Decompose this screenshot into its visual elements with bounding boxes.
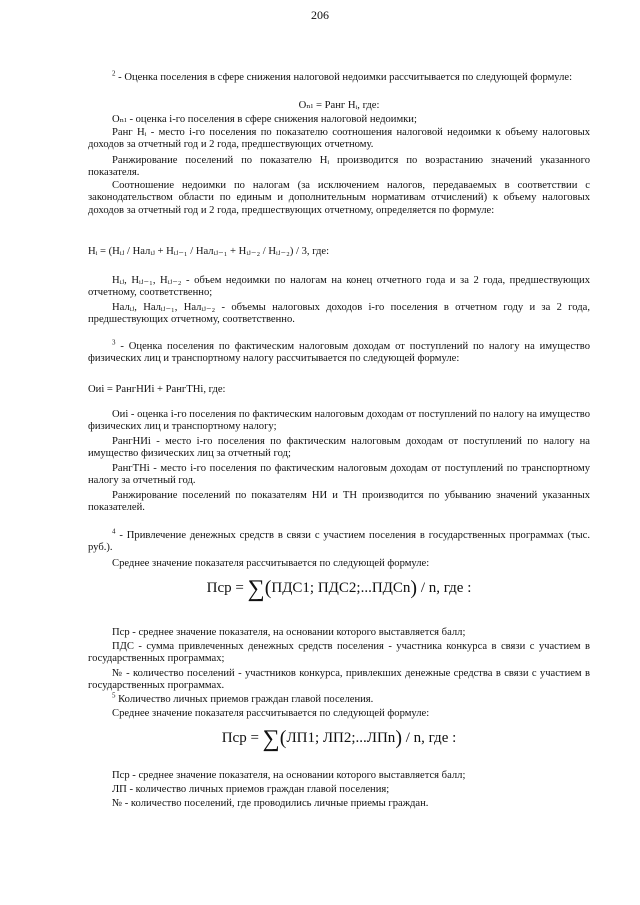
footnote-mark: 3 (112, 338, 116, 347)
formula-pds: Пср = ∑(ПДС1; ПДС2;...ПДСn) / n, где : (206, 576, 472, 602)
footnote-3-intro: $^3$ - Оценка поселения по фактическим налоговым доходам от поступлений по налогу на имущество физических лиц и транспортному налогу рассчитывается по следующей формуле: (88, 338, 590, 365)
definition: Оиі - оценка i-го поселения по фактическим налоговым доходам от поступлений по налогу на имущество физических лиц и транспортному налогу; (88, 409, 590, 433)
footnote-mark: 2 (112, 69, 116, 78)
formula-ratio: Hᵢ = (Hᵢⱼ / Налᵢⱼ + Hᵢⱼ₋₁ / Налᵢⱼ₋₁ + Hᵢⱼ₋₂ / Hᵢⱼ₋₂) / 3, где: (88, 246, 330, 257)
definition: № - количество поселений - участников конкурса, привлекших денежные средства в связи с участием в государственных программах. (88, 668, 590, 692)
definition: Пср - среднее значение показателя, на основании которого выставляется балл; (112, 770, 466, 781)
definition: РангТНі - место i-го поселения по фактическим налоговым доходам от поступлений по транспортному налогу за отчетный год. (88, 463, 590, 487)
formula-rank: Оₙₗ = Ранг Нᵢ, где: (298, 100, 380, 111)
formula-oi: Оиі = РангНИі + РангТНі, где: (88, 384, 226, 395)
definition: ПДС - сумма привлеченных денежных средств поселения - участника конкурса в связи с участием в государственных программах; (88, 641, 590, 665)
formula-intro: Среднее значение показателя рассчитывается по следующей формуле: (112, 708, 430, 719)
definition: РангНИі - место i-го поселения по фактическим налоговым доходам от поступлений по налогу на имущество физических лиц за отчетный год; (88, 436, 590, 460)
definition: Налᵢⱼ, Налᵢⱼ₋₁, Налᵢⱼ₋₂ - объемы налоговых доходов i-го поселения в отчетном году и за 2 года, предшествующих отчетному, соответственно. (88, 302, 590, 326)
definition: Пср - среднее значение показателя, на основании которого выставляется балл; (112, 627, 466, 638)
definition: Hᵢⱼ, Hᵢⱼ₋₁, Hᵢⱼ₋₂ - объем недоимки по налогам на конец отчетного года и за 2 года, предшествующих отчетному, соответственно; (88, 275, 590, 299)
footnote-5-intro: $^5$ Количество личных приемов граждан главой поселения. (112, 691, 374, 705)
formula-intro: Среднее значение показателя рассчитывается по следующей формуле: (112, 558, 430, 569)
footnote-mark: 4 (112, 527, 116, 536)
ratio-description: Соотношение недоимки по налогам (за исключением налогов, передаваемых в соответствии с законодательством области по единым и дополнительным нормативам отчислений) к объему налоговых доходов за отчетный год и 2 года, предшествующих отчетному, определяется по формуле: (88, 180, 590, 216)
definition: Оₙₗ - оценка i-го поселения в сфере снижения налоговой недоимки; (112, 114, 417, 125)
page-number: 206 (311, 8, 329, 22)
ranking-note: Ранжирование поселений по показателю Нᵢ производится по возрастанию значений указанного показателя. (88, 155, 590, 179)
ranking-note: Ранжирование поселений по показателям НИ и ТН производится по убыванию значений указанных показателей. (88, 490, 590, 514)
footnote-4-intro: $^4$ - Привлечение денежных средств в связи с участием поселения в государственных программах (тыс. руб.). (88, 527, 590, 554)
definition: Ранг Нᵢ - место i-го поселения по показателю соотношения налоговой недоимки к объему налоговых доходов за отчетный год и 2 года, предшествующих отчетному. (88, 127, 590, 151)
formula-lp: Пср = ∑(ЛП1; ЛП2;...ЛПn) / n, где : (221, 726, 457, 752)
footnote-2-intro: $^2$ - Оценка поселения в сфере снижения налоговой недоимки рассчитывается по следующей формуле: (112, 69, 573, 83)
definition: ЛП - количество личных приемов граждан главой поселения; (112, 784, 390, 795)
definition: № - количество поселений, где проводились личные приемы граждан. (112, 798, 429, 809)
footnote-mark: 5 (112, 691, 116, 700)
